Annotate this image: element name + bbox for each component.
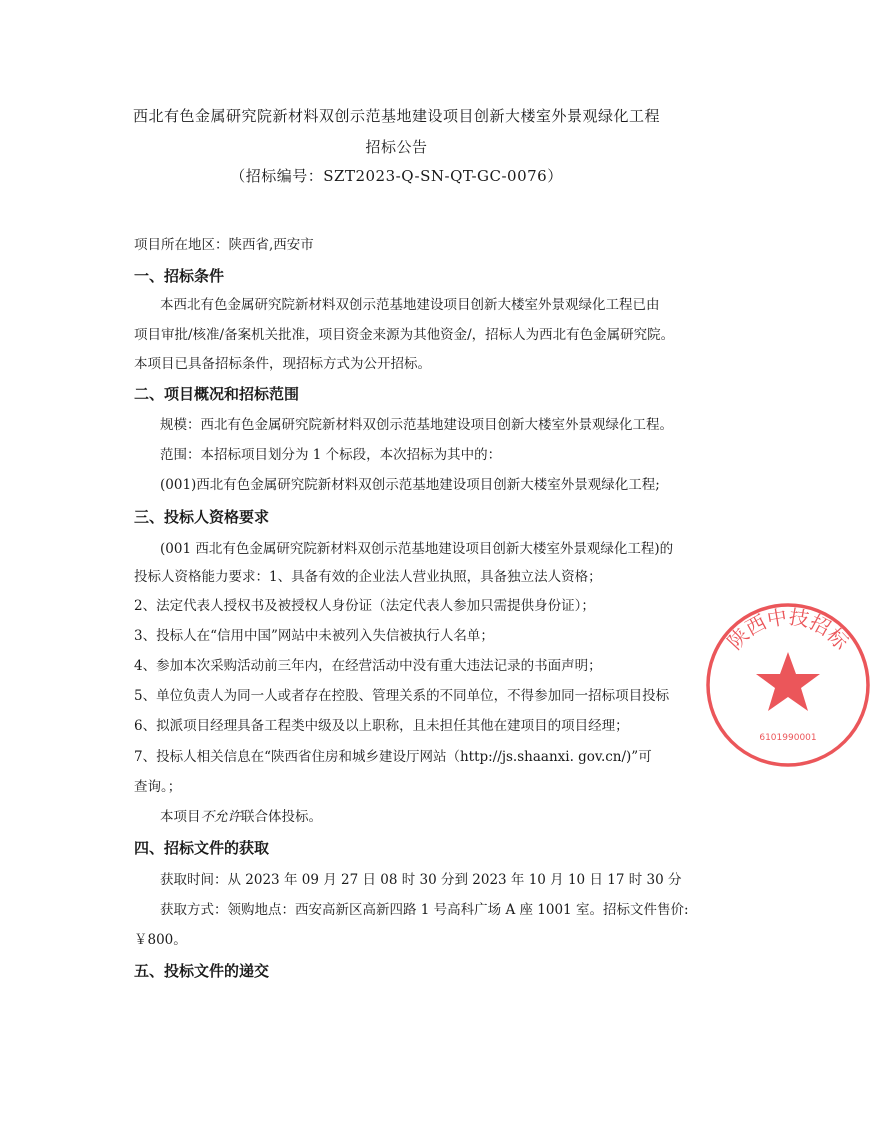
seal-number: 6101990001 [759, 733, 817, 743]
requirement-item: 2、法定代表人授权书及被授权人身份证（法定代表人参加只需提供身份证）； [134, 598, 595, 614]
project-scale: 规模：西北有色金属研究院新材料双创示范基地建设项目创新大楼室外景观绿化工程。 [160, 417, 673, 433]
requirement-item: 5、单位负责人为同一人或者存在控股、管理关系的不同单位，不得参加同一招标项目投标 [134, 688, 670, 704]
requirement-item: 4、参加本次采购活动前三年内，在经营活动中没有重大违法记录的书面声明； [134, 658, 602, 674]
consortium-not-allowed: 不允许 [200, 809, 241, 825]
paragraph-line: 本项目已具备招标条件，现招标方式为公开招标。 [134, 356, 431, 372]
project-scope: 范围：本招标项目划分为 1 个标段，本次招标为其中的： [160, 447, 502, 463]
acquisition-method: 获取方式：领购地点：西安高新区高新四路 1 号高科广场 A 座 1001 室。招标文件售价: [160, 902, 689, 918]
seal-star-icon [756, 652, 820, 711]
document-title: 西北有色金属研究院新材料双创示范基地建设项目创新大楼室外景观绿化工程 [132, 107, 660, 125]
consortium-note [160, 808, 322, 826]
section-heading-bid-conditions: 一、招标条件 [134, 267, 225, 285]
section-heading-overview: 二、项目概况和招标范围 [134, 385, 300, 403]
requirement-item: 6、拟派项目经理具备工程类中级及以上职称，且未担任其他在建项目的项目经理； [134, 718, 629, 734]
bid-number: （招标编号：SZT2023-Q-SN-QT-GC-0076） [230, 167, 563, 185]
requirement-item: 3、投标人在“信用中国”网站中未被列入失信被执行人名单； [134, 628, 494, 644]
acquisition-time: 获取时间：从 2023 年 09 月 27 日 08 时 30 分到 2023 年 10 月 10 日 17 时 30 分 [160, 872, 682, 888]
consortium-post: 联合体投标。 [241, 809, 322, 825]
paragraph-line: 项目审批/核准/备案机关批准，项目资金来源为其他资金/，招标人为西北有色金属研究院。 [134, 327, 675, 343]
paragraph-line: 本西北有色金属研究院新材料双创示范基地建设项目创新大楼室外景观绿化工程已由 [160, 297, 660, 313]
paragraph-line: 投标人资格能力要求：1、具备有效的企业法人营业执照，具备独立法人资格； [134, 569, 602, 585]
seal-text: 陕西中技招标 [722, 604, 854, 655]
requirement-item: 查询。； [134, 779, 182, 795]
document-subtitle: 招标公告 [365, 138, 428, 156]
official-seal-stamp [703, 600, 873, 770]
section-heading-qualifications: 三、投标人资格要求 [134, 508, 270, 526]
svg-text:陕西中技招标 [723, 604, 854, 654]
project-lot: (001)西北有色金属研究院新材料双创示范基地建设项目创新大楼室外景观绿化工程; [160, 477, 660, 493]
section-heading-documents: 四、招标文件的获取 [134, 839, 270, 857]
consortium-pre: 本项目 [160, 809, 201, 825]
paragraph-line: (001 西北有色金属研究院新材料双创示范基地建设项目创新大楼室外景观绿化工程)的 [160, 541, 674, 557]
project-location: 项目所在地区：陕西省,西安市 [134, 237, 314, 253]
requirement-item: 7、投标人相关信息在“陕西省住房和城乡建设厅网站（http://js.shaanxi. gov.cn/)”可 [134, 749, 652, 765]
document-price: ￥800。 [134, 932, 187, 948]
section-heading-submission: 五、投标文件的递交 [134, 962, 270, 980]
